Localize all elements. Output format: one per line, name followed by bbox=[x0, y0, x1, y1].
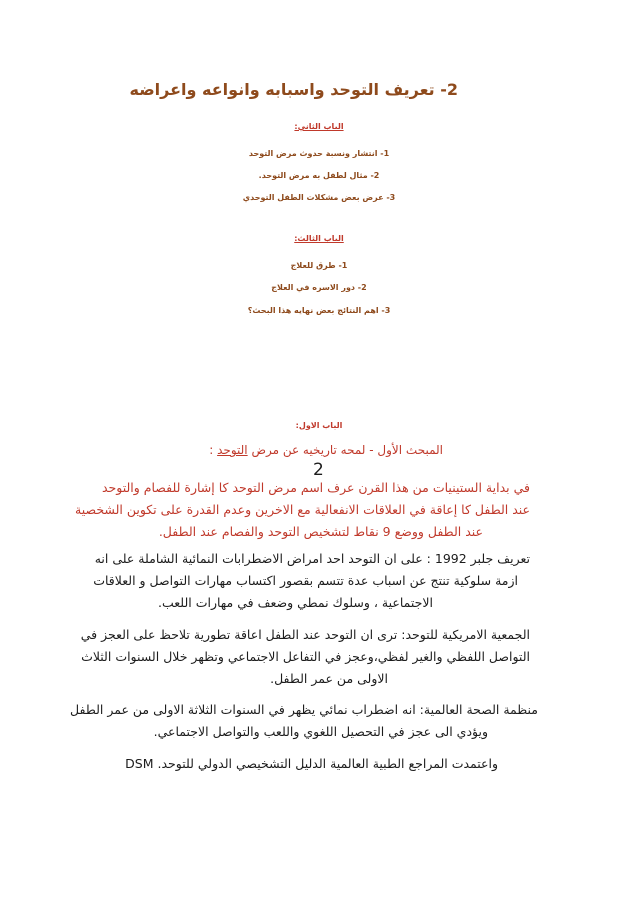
paragraph-1-line-3: عند الطفل ووضع 9 نقاط لتشخيص التوحد والفصام عند الطفل. bbox=[158, 524, 483, 539]
paragraph-2-line-2: ازمة سلوكية تنتج عن اسباب عدة تتسم بقصور اكتساب مهارات التواصل و العلاقات bbox=[93, 573, 518, 588]
chapter2-title: الباب الثاني: bbox=[294, 122, 344, 131]
paragraph-1-line-2: عند الطفل كا إعاقة في العلاقات الانفعالية مع الاخرين وعدم القدرة على تكوين الشخصية bbox=[75, 502, 530, 517]
paragraph-2-line-3: الاجتماعية ، وسلوك نمطي وضعف في مهارات اللعب. bbox=[158, 595, 433, 610]
chapter2-item-2: 2- مثال لطفل به مرض التوحد. bbox=[258, 171, 380, 180]
chapter3-item-3: 3- اهم النتائج بعض نهايه هذا البحث؟ bbox=[247, 306, 391, 315]
section-heading-term: التوحد bbox=[217, 443, 248, 457]
toc-item-definition: 2- تعريف التوحد واسبابه وانواعه واعراضه bbox=[129, 80, 458, 99]
paragraph-3-line-2: التواصل اللفظي والغير لفظي،وعجز في التفاعل الاجتماعي وتظهر خلال السنوات الثلاث bbox=[81, 649, 530, 664]
section-heading bbox=[209, 443, 443, 457]
paragraph-3-line-3: الاولى من عمر الطفل. bbox=[270, 671, 388, 686]
paragraph-4-line-1: منظمة الصحة العالمية: انه اضطراب نمائي يظهر في السنوات الثلاثة الاولى من عمر الطفل bbox=[70, 702, 538, 717]
paragraph-3-line-1: الجمعية الامريكية للتوحد: ترى ان التوحد عند الطفل اعاقة تطورية تلاحظ على العجز في bbox=[80, 627, 530, 642]
section-heading-colon: : bbox=[209, 443, 218, 457]
paragraph-5: واعتمدت المراجع الطبية العالمية الدليل التشخيصي الدولي للتوحد. DSM bbox=[125, 756, 498, 771]
chapter1-title: الباب الاول: bbox=[295, 421, 343, 430]
chapter3-item-1: 1- طرق للعلاج bbox=[290, 261, 348, 270]
chapter3-title: الباب الثالث: bbox=[294, 234, 344, 243]
paragraph-4-line-2: ويؤدي الى عجز في التحصيل اللغوي واللعب والتواصل الاجتماعي. bbox=[153, 724, 488, 739]
paragraph-2-line-1: تعريف جلبر 1992 : على ان التوحد احد امراض الاضطرابات النمائية الشاملة على انه bbox=[94, 551, 530, 566]
section-heading-text: المبحث الأول - لمحه تاريخيه عن مرض bbox=[247, 443, 443, 457]
chapter2-item-1: 1- انتشار ونسبة حدوث مرض التوحد bbox=[248, 149, 390, 158]
chapter2-item-3: 3- عرض بعض مشكلات الطفل التوحدي bbox=[242, 193, 396, 202]
page-number: 2 bbox=[313, 460, 324, 480]
paragraph-1-line-1: في بداية الستينيات من هذا القرن عرف اسم مرض التوحد كا إشارة للفصام والتوحد bbox=[101, 480, 530, 495]
chapter3-item-2: 2- دور الاسره في العلاج bbox=[271, 283, 367, 292]
